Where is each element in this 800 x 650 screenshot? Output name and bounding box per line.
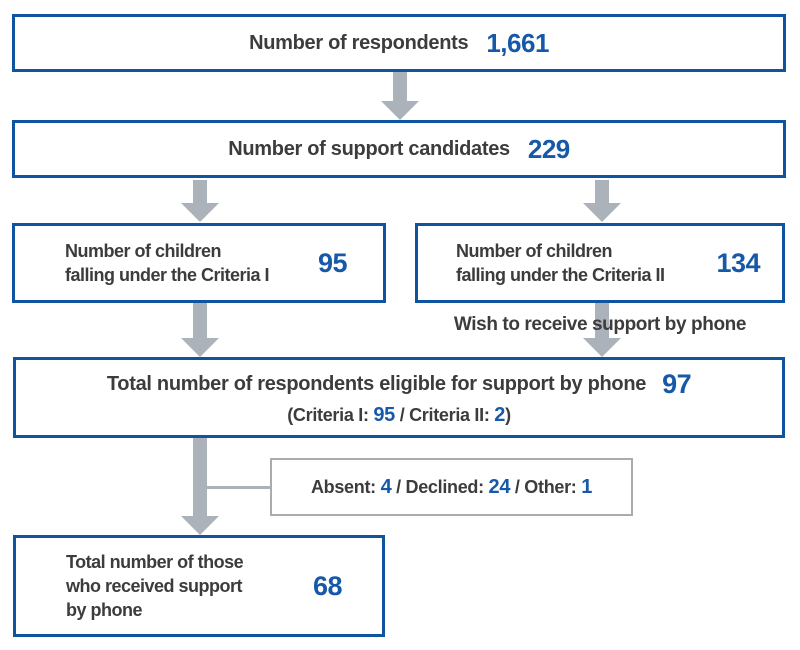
exclusion-other-label: Other: — [524, 476, 582, 497]
arrow-shaft — [393, 72, 407, 101]
box-received-total — [13, 535, 385, 637]
box-candidates-label: Number of support candidates — [228, 137, 510, 160]
box-eligible-breakdown — [287, 404, 511, 427]
down-arrow — [181, 303, 219, 357]
exclusion-absent-label: Absent: — [310, 476, 381, 497]
arrow-shaft — [193, 303, 207, 338]
down-arrow — [583, 180, 621, 222]
box-criteria-1-label-line2: falling under the Criteria I — [65, 265, 270, 285]
down-arrow — [381, 72, 419, 120]
box-criteria-1 — [12, 223, 386, 303]
box-respondents-label: Number of respondents — [249, 31, 469, 54]
box-eligible-total — [13, 357, 785, 438]
box-eligible-content — [16, 369, 782, 427]
box-criteria-2-value: 134 — [716, 247, 760, 278]
arrow-head — [381, 101, 419, 120]
box-respondents-value: 1,661 — [486, 27, 549, 58]
exclusions-note-box — [270, 458, 633, 516]
box-eligible-label: Total number of respondents eligible for support by phone — [106, 372, 647, 395]
box-received-label-line2: who received support — [66, 576, 243, 596]
box-received-label — [66, 550, 243, 622]
box-eligible-value: 97 — [662, 368, 692, 399]
arrow-head — [583, 338, 621, 357]
exclusion-declined-label: Declined: — [405, 476, 489, 497]
breakdown-criteria2-value: 2 — [494, 403, 506, 426]
exclusion-separator: / — [391, 476, 406, 497]
box-candidates — [12, 120, 786, 178]
wish-support-label: Wish to receive support by phone — [453, 314, 747, 335]
exclusion-declined-value: 24 — [488, 475, 511, 498]
breakdown-prefix: (Criteria I: — [287, 404, 374, 425]
exclusion-other-value: 1 — [581, 475, 593, 498]
box-criteria-2 — [415, 223, 785, 303]
arrow-head — [583, 203, 621, 222]
arrow-shaft — [595, 180, 609, 203]
box-criteria-2-label-line1: Number of children — [456, 241, 613, 261]
arrow-shaft — [193, 180, 207, 203]
box-criteria-2-label — [456, 239, 665, 287]
branch-connector-line — [205, 486, 270, 489]
exclusion-separator: / — [510, 476, 525, 497]
arrow-head — [181, 338, 219, 357]
arrow-head — [181, 203, 219, 222]
breakdown-suffix: ) — [505, 404, 511, 425]
down-arrow — [181, 180, 219, 222]
breakdown-mid: / Criteria II: — [395, 404, 495, 425]
box-criteria-1-value: 95 — [317, 247, 347, 278]
box-received-value: 68 — [312, 570, 342, 601]
breakdown-criteria1-value: 95 — [373, 403, 395, 426]
box-criteria-2-label-line2: falling under the Criteria II — [456, 265, 665, 285]
box-eligible-line1 — [107, 369, 691, 400]
exclusion-absent-value: 4 — [380, 475, 392, 498]
box-received-label-line3: by phone — [66, 600, 142, 620]
box-candidates-value: 229 — [527, 133, 570, 164]
arrow-head — [181, 516, 219, 535]
box-criteria-1-label-line1: Number of children — [65, 241, 222, 261]
box-respondents — [12, 14, 786, 72]
box-criteria-1-label — [65, 239, 269, 287]
arrow-shaft — [193, 438, 207, 516]
box-received-label-line1: Total number of those — [66, 552, 244, 572]
